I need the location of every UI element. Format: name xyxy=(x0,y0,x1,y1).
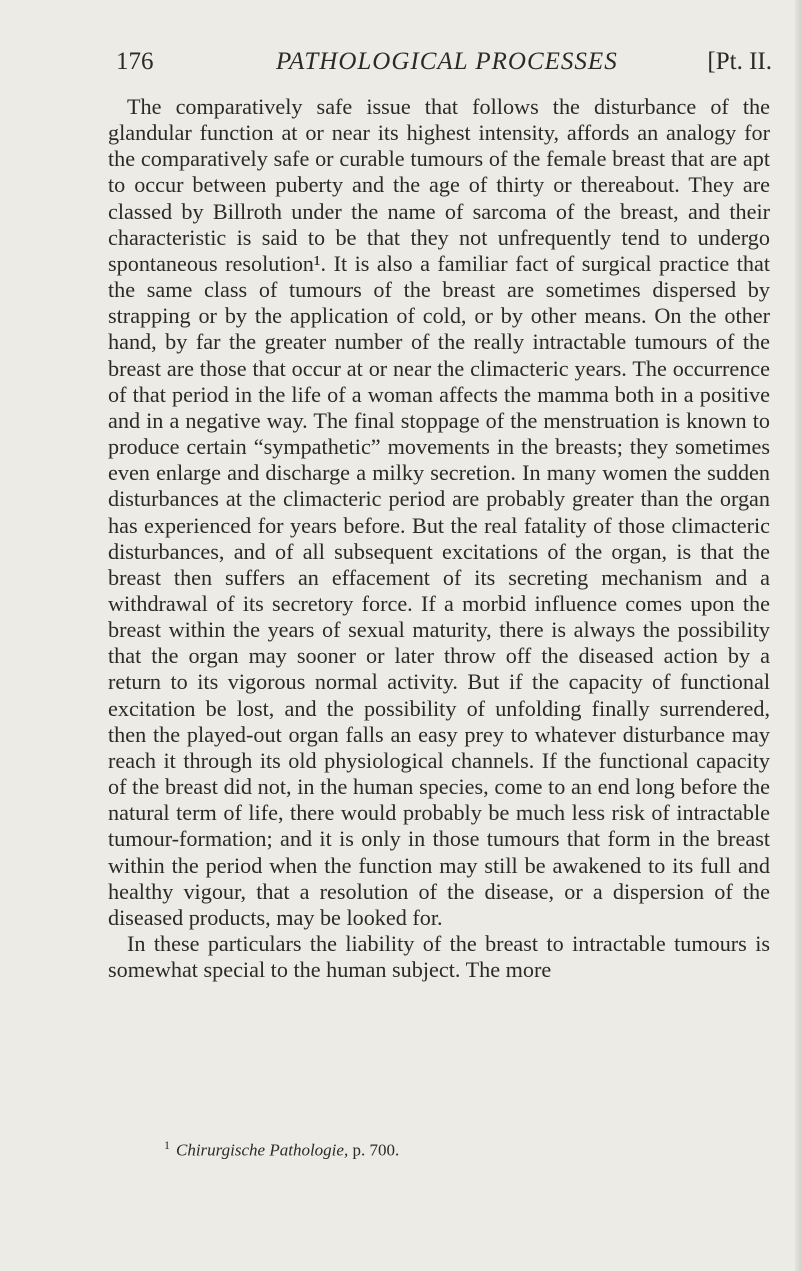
running-header xyxy=(116,44,776,80)
page-edge-shadow xyxy=(795,0,801,1271)
footnote xyxy=(164,1134,399,1162)
footnote-page: p. 700. xyxy=(352,1140,400,1160)
footnote-title: Chirurgische Pathologie, xyxy=(176,1140,349,1160)
paragraph: In these particulars the liability of the breast to intractable tumours is somewhat special to the human subject. The more xyxy=(108,931,770,983)
running-title: PATHOLOGICAL PROCESSES xyxy=(276,48,618,75)
part-label: [Pt. II. xyxy=(707,48,772,75)
body-text xyxy=(108,94,770,983)
paragraph: The comparatively safe issue that follows the disturbance of the glandular function at or near its highest intensity, affords an analogy for the comparatively safe or curable tumours of the female breast that are apt to occur between puberty and the age of thirty or thereabout. They are classed by Billroth under the name of sarcoma of the breast, and their characteristic is said to be that they not unfrequently tend to undergo spontaneous resolution¹. It is also a familiar fact of surgical practice that the same class of tumours of the breast are sometimes dispersed by strapping or by the application of cold, or by other means. On the other hand, by far the greater number of the really intractable tumours of the breast are those that occur at or near the climacteric years. The occurrence of that period in the life of a woman affects the mamma both in a positive and in a negative way. The final stoppage of the menstruation is known to produce certain “sympathetic” movements in the breasts; they sometimes even enlarge and discharge a milky secretion. In many women the sudden disturbances at the climacteric period are probably greater than the organ has experienced for years before. But the real fatality of those climacteric disturbances, and of all subsequent excitations of the organ, is that the breast then suffers an effacement of its secreting mechanism and a withdrawal of its secretory force. If a morbid influence comes upon the breast within the years of sexual maturity, there is always the possibility that the organ may sooner or later throw off the diseased action by a return to its vigorous normal activity. But if the capacity of functional excitation be lost, and the possibility of unfolding finally surrendered, then the played-out organ falls an easy prey to whatever disturbance may reach it through its old physiological channels. If the functional capacity of the breast did not, in the human species, come to an end long before the natural term of life, there would probably be much less risk of intractable tumour-formation; and it is only in those tumours that form in the breast within the period when the function may still be awakened to its full and healthy vigour, that a resolution of the disease, or a dispersion of the diseased products, may be looked for. xyxy=(108,94,770,930)
page-number: 176 xyxy=(116,48,154,75)
footnote-mark: 1 xyxy=(164,1138,170,1152)
